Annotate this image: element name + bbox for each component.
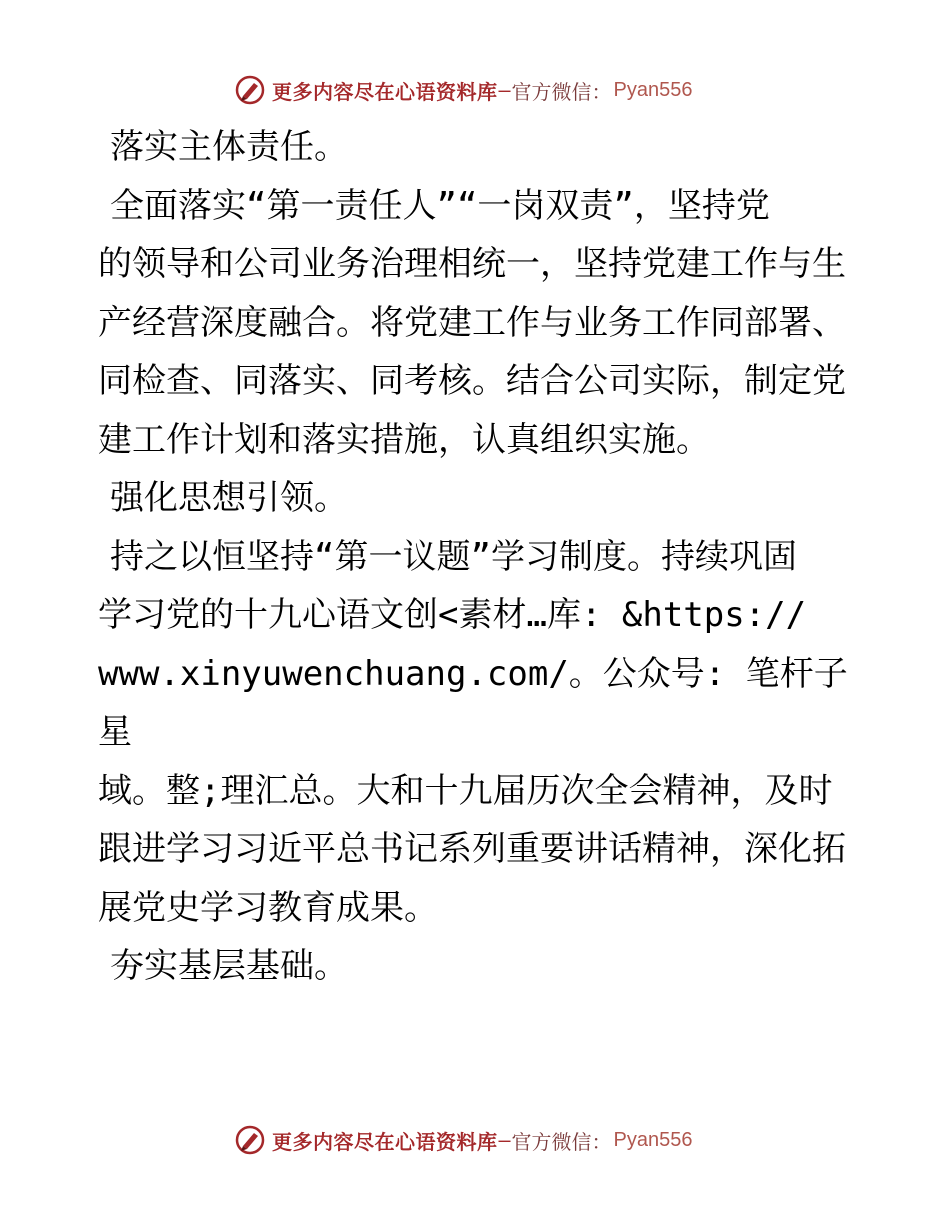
paragraph-line: 展党史学习教育成果。 <box>98 887 438 928</box>
paragraph-line: 产经营深度融合。将党建工作与业务工作同部署、 <box>98 302 846 343</box>
paragraph-line: 学习党的十九心语文创<素材…库: &https:// <box>98 595 807 635</box>
watermark-label: 官方微信： <box>511 79 612 104</box>
header-watermark <box>234 72 693 108</box>
watermark-brand: 更多内容尽在心语资料库 <box>272 1129 498 1154</box>
section-heading <box>98 118 850 177</box>
paragraph <box>98 177 850 470</box>
paragraph-line: 同检查、同落实、同考核。结合公司实际，制定党 <box>98 361 846 401</box>
paragraph-line: www.xinyuwenchuang.com/。公众号: 笔杆子星 <box>98 653 848 752</box>
watermark-dash: — <box>498 1128 511 1152</box>
paragraph <box>98 528 850 938</box>
heading-text: 夯实基层基础。 <box>110 946 348 986</box>
footer-watermark <box>234 1122 693 1158</box>
watermark-wechat-id: Pyan556 <box>613 1128 693 1151</box>
pen-logo-icon <box>234 74 266 106</box>
watermark-wechat-id: Pyan556 <box>613 78 693 101</box>
section-heading <box>98 469 850 528</box>
section-heading <box>98 937 850 996</box>
paragraph-line: 建工作计划和落实措施，认真组织实施。 <box>98 419 710 460</box>
paragraph-line: 的领导和公司业务治理相统一，坚持党建工作与生 <box>98 244 846 284</box>
watermark-label: 官方微信： <box>511 1129 612 1154</box>
heading-text: 强化思想引领。 <box>110 478 348 518</box>
pen-logo-icon <box>234 1124 266 1156</box>
document-body <box>98 118 850 996</box>
watermark-brand: 更多内容尽在心语资料库 <box>272 79 498 104</box>
heading-text: 落实主体责任。 <box>110 127 348 167</box>
watermark-dash: — <box>498 78 511 102</box>
paragraph-line: 全面落实“第一责任人”“一岗双责”，坚持党 <box>110 185 770 226</box>
paragraph-line: 域。整;理汇总。大和十九届历次全会精神，及时 <box>98 770 833 811</box>
paragraph-line: 跟进学习习近平总书记系列重要讲话精神，深化拓 <box>98 829 846 869</box>
paragraph-line: 持之以恒坚持“第一议题”学习制度。持续巩固 <box>110 536 797 577</box>
